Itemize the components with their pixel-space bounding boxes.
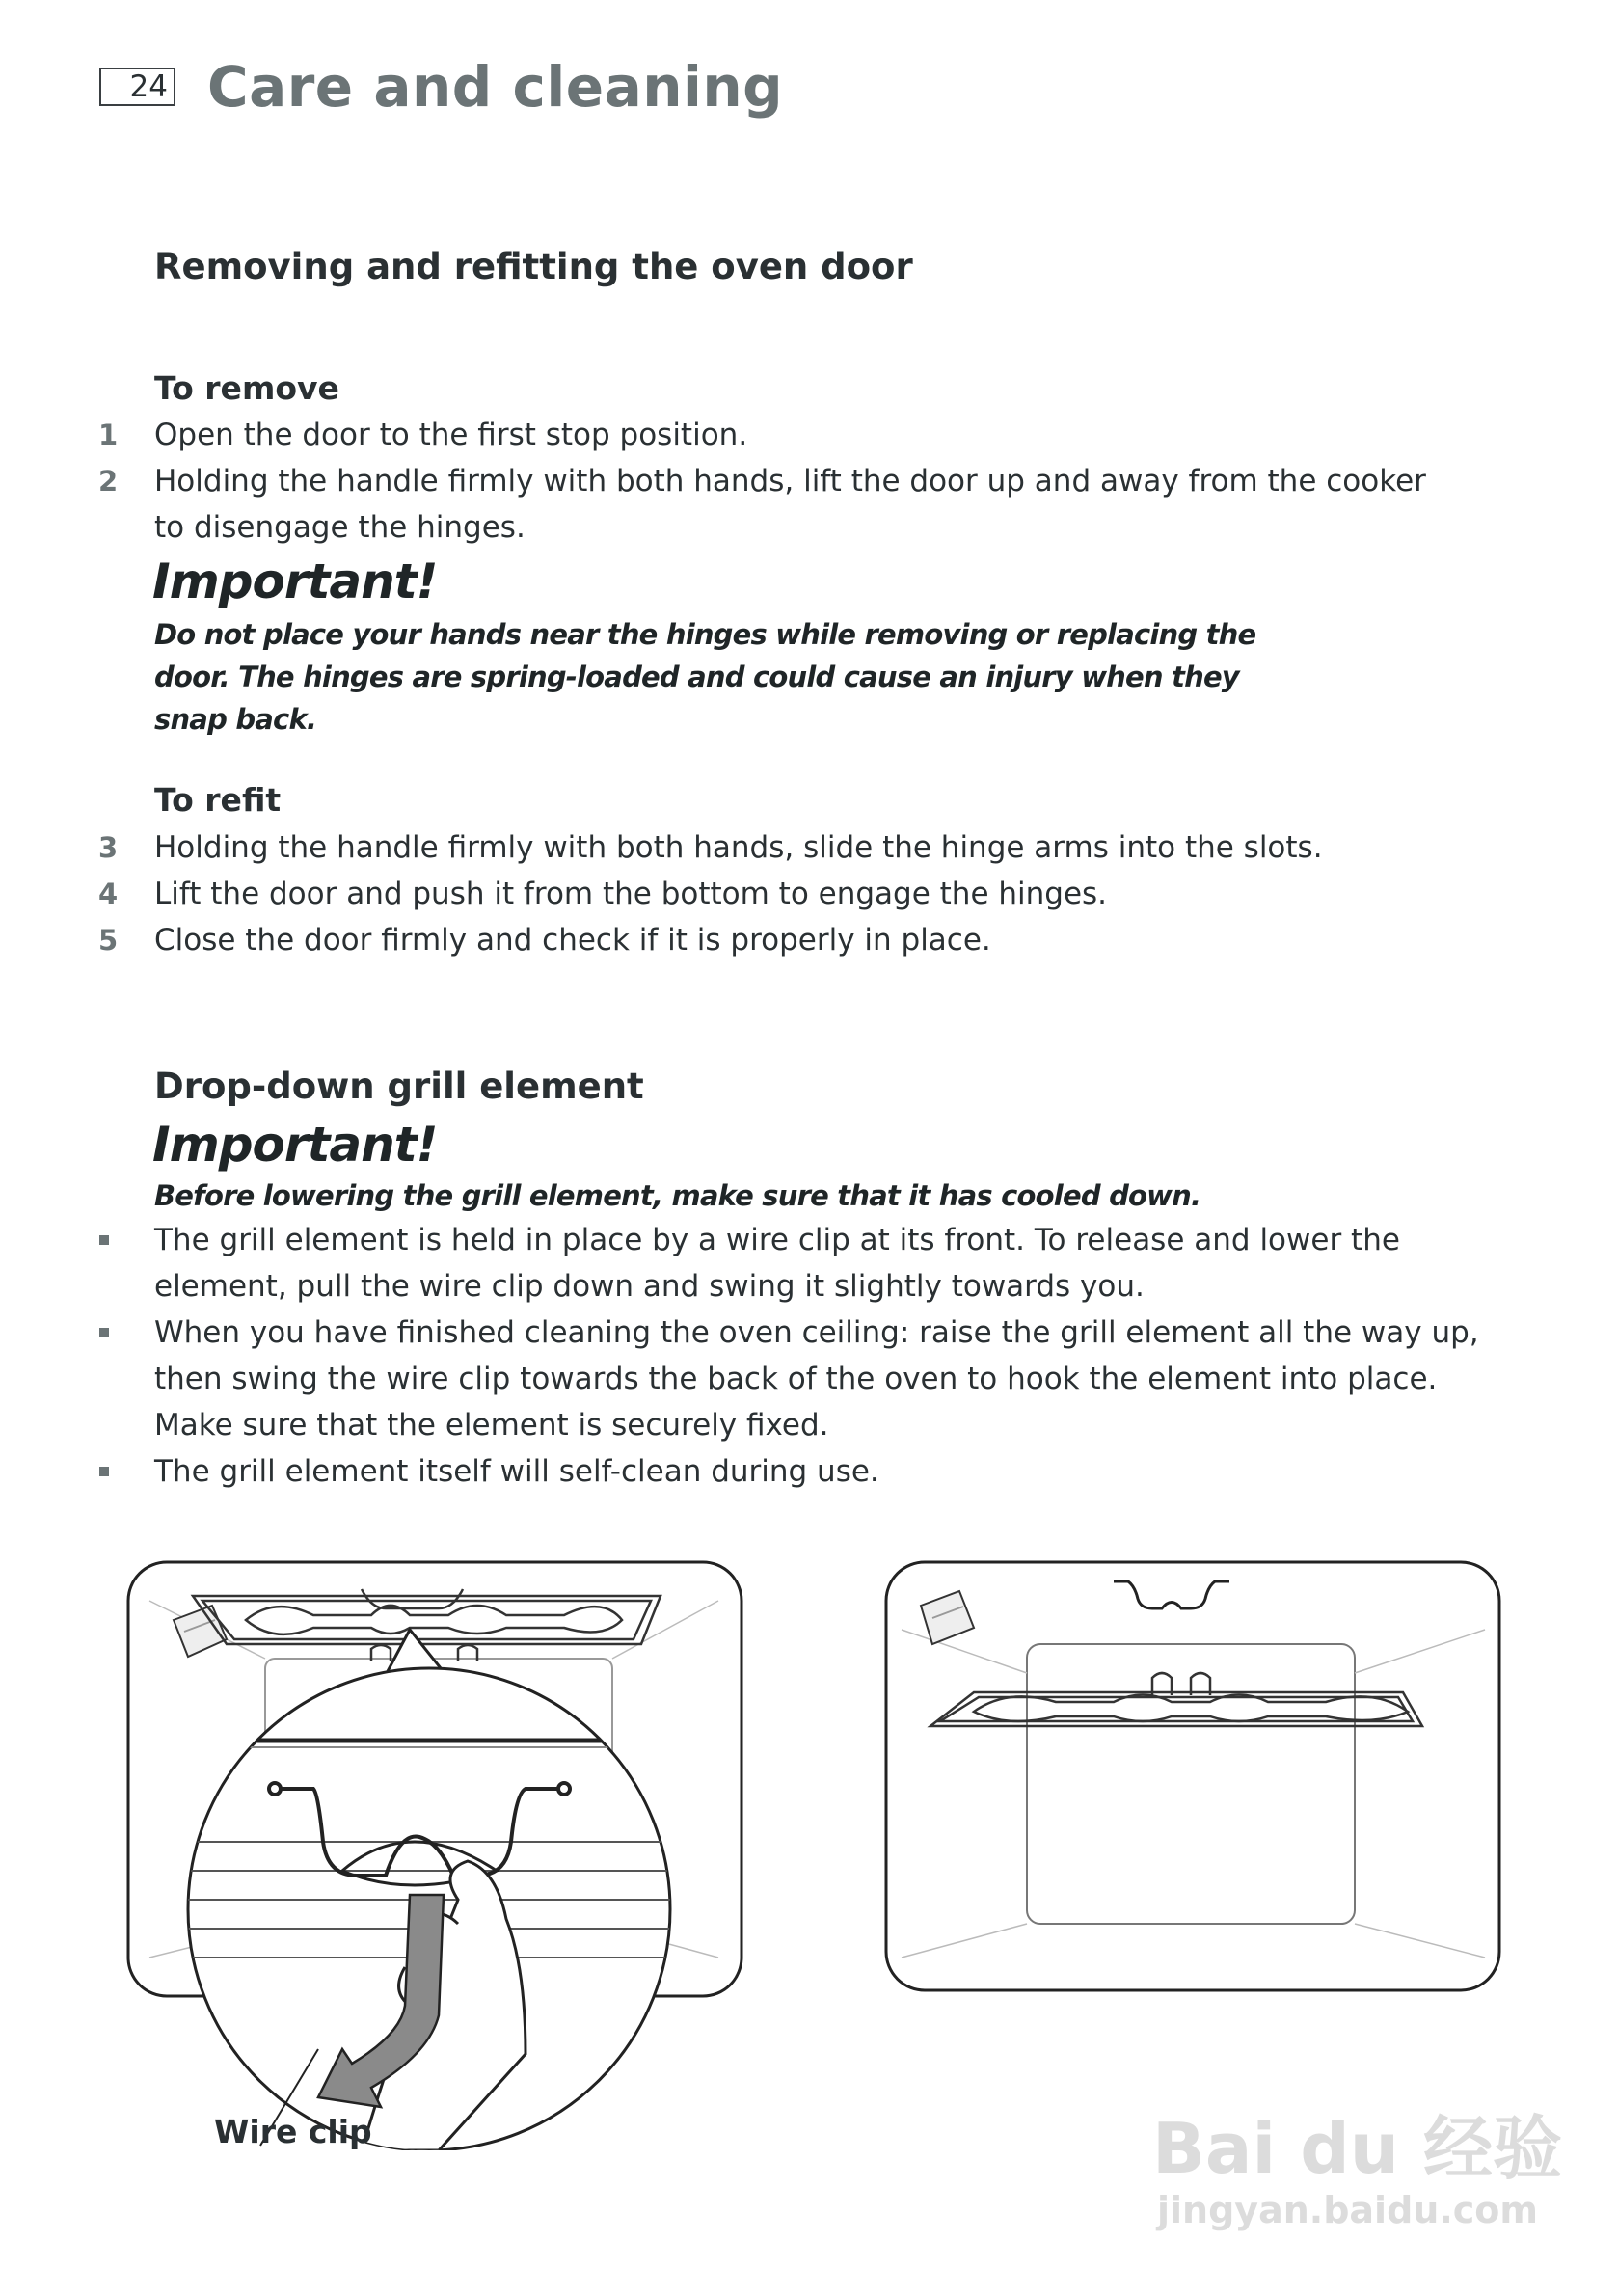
- page-title: Care and cleaning: [207, 54, 784, 120]
- step-number: 1: [98, 419, 119, 451]
- step-text: Open the door to the first stop position.: [154, 418, 748, 452]
- step-text: Holding the handle firmly with both hands, slide the hinge arms into the slots.: [154, 830, 1323, 865]
- watermark-url: jingyan.baidu.com: [1157, 2189, 1538, 2231]
- subheading-to-refit: To refit: [154, 781, 282, 819]
- subheading-to-remove: To remove: [154, 369, 339, 407]
- bullet-marker: [99, 1467, 109, 1476]
- wire-clip-caption: Wire clip: [214, 2113, 372, 2150]
- step-text: Lift the door and push it from the bottom to engage the hinges.: [154, 877, 1108, 911]
- oven-cavity-outline: [886, 1562, 1499, 1990]
- bullet-marker: [99, 1328, 109, 1337]
- bullet-text: The grill element is held in place by a wire clip at its front. To release and lower the element, pull the wire clip down and swing it slightly towards you.: [154, 1223, 1400, 1304]
- important-label: Important!: [152, 554, 438, 609]
- bullet-text: When you have finished cleaning the oven ceiling: raise the grill element all the way up, then swing the wire clip towards the back of the oven to hook the element into place. Make sure that the element is securely fixed.: [154, 1315, 1479, 1443]
- section-heading-oven-door: Removing and refitting the oven door: [154, 246, 913, 287]
- page-number: 24: [99, 68, 175, 106]
- bullet-marker: [99, 1235, 109, 1245]
- step-number: 5: [98, 924, 119, 957]
- important-warning-text: Before lowering the grill element, make sure that it has cooled down.: [154, 1179, 1201, 1212]
- step-text: Holding the handle firmly with both hands, lift the door up and away from the cooker to disengage the hinges.: [154, 464, 1426, 545]
- section-heading-grill-element: Drop-down grill element: [154, 1066, 644, 1107]
- grill-lowered-illustration: [882, 1553, 1509, 1996]
- important-warning-text: Do not place your hands near the hinges while removing or replacing the door. The hinges are spring-loaded and could cause an injury when they snap back.: [154, 618, 1256, 736]
- step-text: Close the door firmly and check if it is properly in place.: [154, 923, 991, 958]
- watermark-brand: Bai du 经验: [1152, 2108, 1563, 2189]
- step-number: 3: [98, 831, 119, 864]
- step-number: 2: [98, 465, 119, 498]
- grill-release-illustration: [121, 1553, 757, 2150]
- important-label: Important!: [152, 1117, 438, 1173]
- step-number: 4: [98, 878, 119, 910]
- bullet-text: The grill element itself will self-clean during use.: [154, 1454, 879, 1489]
